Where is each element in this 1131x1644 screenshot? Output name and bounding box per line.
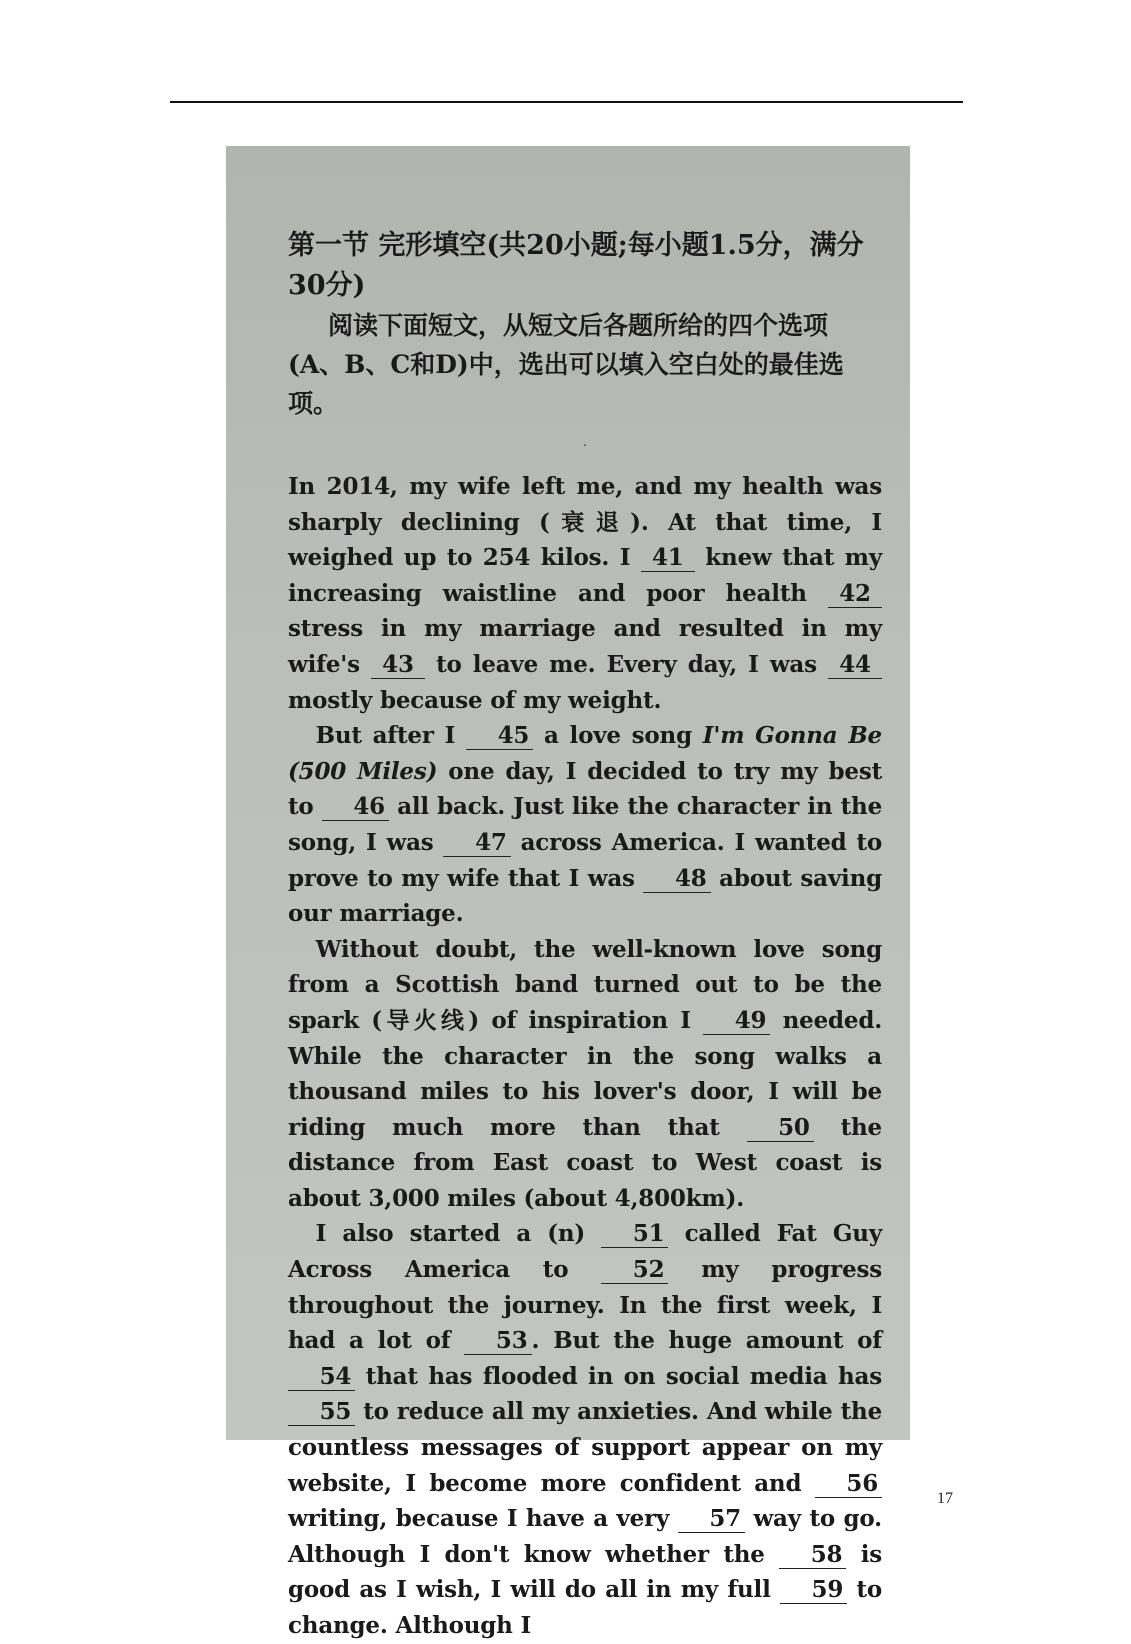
blank-41: 41 [641, 545, 695, 572]
blank-49: 49 [703, 1008, 770, 1035]
section-instruction: 阅读下面短文，从短文后各题所给的四个选项(A、B、C和D)中，选出可以填入空白处的最佳选项。 [288, 311, 844, 418]
blank-43: 43 [371, 652, 425, 679]
blank-47: 47 [443, 830, 510, 857]
section-heading: 第一节 完形填空(共20小题;每小题1.5分，满分30分) [288, 230, 864, 301]
blank-46: 46 [322, 794, 389, 821]
blank-51: 51 [601, 1221, 668, 1248]
blank-54: 54 [288, 1364, 355, 1391]
song-title: I'm Gonna Be (500 Miles) [288, 722, 882, 785]
paragraph-4: I also started a (n) 51 called Fat Guy Across America to 52 my progress throughout the journey. In the first week, I had a lot of 53 . But the huge amount of 54 that has flooded in on social media has 55 to reduce all my anxieties. And while the countless messages of support appear on my website, I become more confident and 56 writing, because I have a very 57 way to go. Although I don't know whether the 58 is good as I wish, I will do all in my full 59 to change. Although I [288, 1220, 883, 1639]
blank-59: 59 [780, 1577, 847, 1604]
blank-53: 53 [464, 1328, 531, 1355]
blank-57: 57 [678, 1506, 745, 1533]
blank-42: 42 [828, 581, 882, 608]
paragraph-1: In 2014, my wife left me, and my health was sharply declining (衰退). At that time, I weighed up to 254 kilos. I 41 knew that my increasing waistline and poor health 42 stress in my marriage and resulted in my wife's 43 to leave me. Every day, I was 44 mostly because of my weight. [288, 473, 882, 714]
blank-45: 45 [466, 723, 533, 750]
page-number: 17 [937, 1490, 953, 1507]
blank-48: 48 [643, 866, 710, 893]
cloze-passage [288, 469, 882, 1644]
header-rule [170, 101, 963, 103]
faint-mark: · [582, 438, 588, 454]
blank-50: 50 [747, 1115, 814, 1142]
paragraph-3: Without doubt, the well-known love song from a Scottish band turned out to be the spark (导火线) of inspiration I 49 needed. While the character in the song walks a thousand miles to his lover's door, I will be riding much more than that 50 the distance from East coast to West coast is about 3,000 miles (about 4,800km). [288, 935, 883, 1212]
blank-44: 44 [828, 652, 882, 679]
scanned-page-photo [226, 146, 910, 1639]
blank-56: 56 [815, 1471, 882, 1498]
blank-55: 55 [288, 1399, 355, 1426]
blank-58: 58 [779, 1542, 846, 1569]
blank-52: 52 [601, 1257, 668, 1284]
paragraph-2: But after I 45 a love song I'm Gonna Be (500 Miles) one day, I decided to try my best to 46 all back. Just like the character in the song, I was 47 across America. I wanted to prove to my wife that I was 48 about saving our marriage. [288, 722, 883, 928]
